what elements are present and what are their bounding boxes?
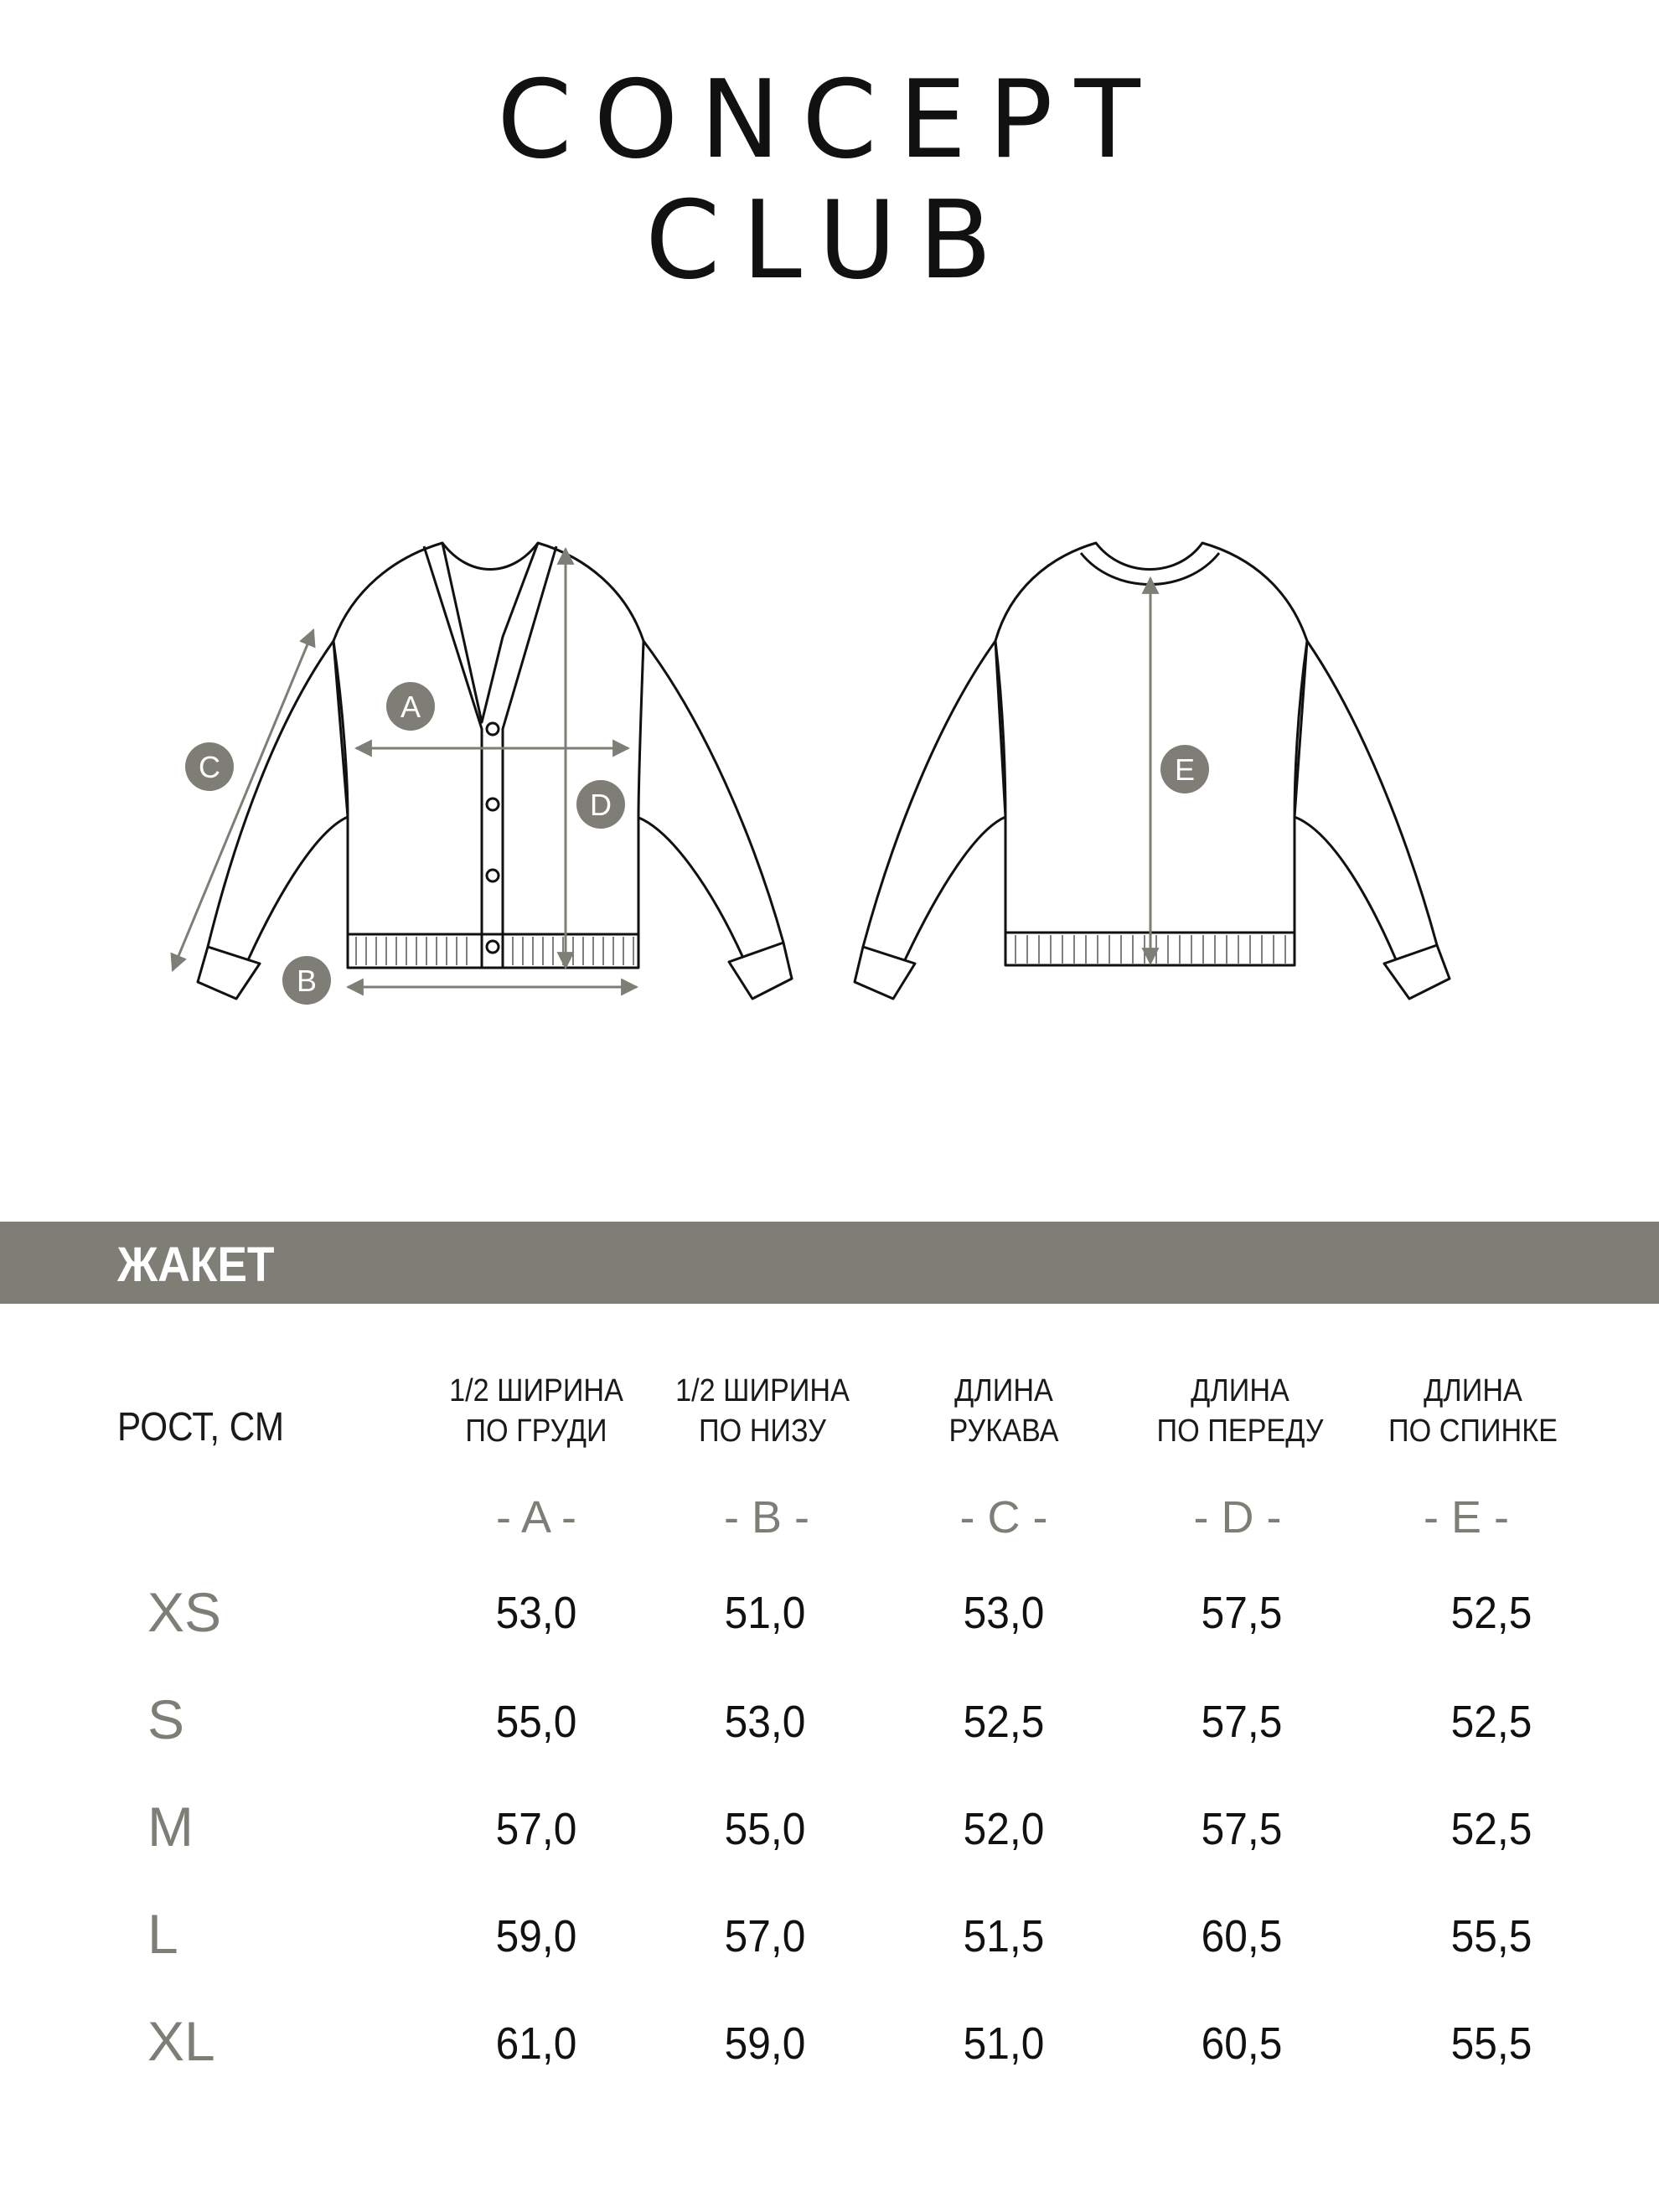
badge-b-label: B [296,964,318,998]
column-header-c [891,1371,1117,1451]
table-cell: 53,0 [495,1588,577,1638]
table-cell: 51,0 [963,2018,1045,2069]
front-view-drawing [198,543,792,999]
table-cell: 51,0 [724,1588,806,1638]
badge-d [576,780,625,829]
table-cell: 52,5 [963,1697,1045,1747]
table-cell: 53,0 [963,1588,1045,1638]
table-cell: 55,0 [495,1697,577,1747]
table-cell: 59,0 [724,2018,806,2069]
table-cell: 52,0 [963,1804,1045,1854]
column-header-d-line1: ДЛИНА [1191,1373,1289,1408]
size-label: XS [147,1581,222,1643]
badge-a-label: A [400,690,421,724]
size-label: L [147,1903,178,1965]
column-letter-c: - C - [959,1492,1048,1543]
size-label: M [147,1796,194,1858]
table-cell: 52,5 [1450,1697,1532,1747]
size-label: S [147,1688,185,1750]
badge-e [1160,745,1209,793]
size-label: XL [147,2010,215,2072]
table-cell: 57,5 [1201,1697,1283,1747]
height-column-header: РОСТ, СМ [117,1405,285,1450]
logo-line-2: CLUB [645,178,1014,303]
table-cell: 55,0 [724,1804,806,1854]
back-view-drawing [855,543,1450,999]
badge-c-label: C [199,750,220,784]
table-cell: 55,5 [1450,1911,1532,1961]
table-cell: 53,0 [724,1697,806,1747]
badge-c [185,742,234,791]
column-header-c-line2: РУКАВА [948,1414,1059,1449]
badge-e-label: E [1174,752,1196,787]
garment-diagram [0,0,1659,1056]
column-header-e [1360,1371,1586,1451]
column-header-d-line2: ПО ПЕРЕДУ [1156,1414,1324,1449]
column-header-c-line1: ДЛИНА [954,1373,1053,1408]
column-header-b-line2: ПО НИЗУ [699,1414,826,1449]
table-cell: 57,5 [1201,1588,1283,1638]
badge-a [386,682,435,731]
table-cell: 57,0 [495,1804,577,1854]
badge-d-label: D [590,788,612,822]
product-title: ЖАКЕТ [117,1238,275,1292]
column-letter-a: - A - [495,1492,577,1543]
logo-line-1: CONCEPT [497,58,1162,183]
table-cell: 51,5 [963,1911,1045,1961]
column-header-b-line1: 1/2 ШИРИНА [675,1373,850,1408]
table-cell: 60,5 [1201,1911,1283,1961]
table-cell: 57,5 [1201,1804,1283,1854]
column-header-a [423,1371,649,1451]
column-header-b [649,1371,876,1451]
table-cell: 52,5 [1450,1588,1532,1638]
column-header-e-line1: ДЛИНА [1424,1373,1522,1408]
table-cell: 60,5 [1201,2018,1283,2069]
table-cell: 59,0 [495,1911,577,1961]
column-header-a-line2: ПО ГРУДИ [465,1414,607,1449]
table-cell: 57,0 [724,1911,806,1961]
table-cell: 61,0 [495,2018,577,2069]
badge-b [282,956,331,1005]
product-banner [0,1222,1659,1304]
column-letter-d: - D - [1193,1492,1282,1543]
column-header-d [1127,1371,1353,1451]
column-header-a-line1: 1/2 ШИРИНА [449,1373,623,1408]
table-cell: 55,5 [1450,2018,1532,2069]
table-cell: 52,5 [1450,1804,1532,1854]
column-letter-e: - E - [1424,1492,1509,1543]
column-header-e-line2: ПО СПИНКЕ [1388,1414,1558,1449]
column-letter-b: - B - [724,1492,809,1543]
